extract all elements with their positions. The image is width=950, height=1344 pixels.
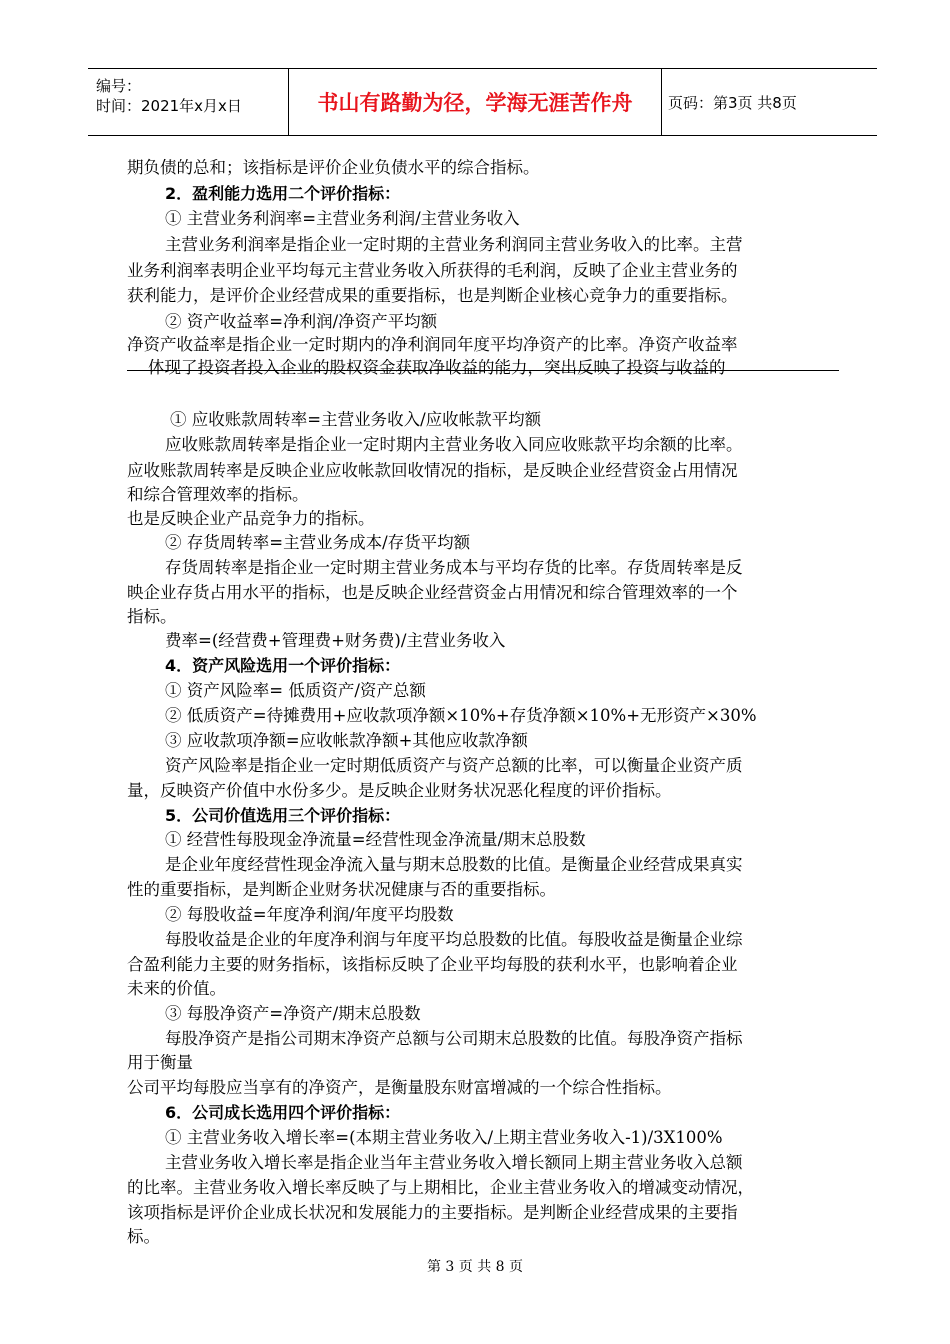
body-line: 和综合管理效率的指标。 (127, 485, 309, 504)
body-line: 业务利润率表明企业平均每元主营业务收入所获得的毛利润，反映了企业主营业务的 (127, 261, 738, 280)
body-line: 是企业年度经营性现金净流入量与期末总股数的比值。是衡量企业经营成果真实 (165, 855, 743, 874)
body-line: 标。 (127, 1227, 160, 1246)
body-line: 量，反映资产价值中水份多少。是反映企业财务状况恶化程度的评价指标。 (127, 781, 672, 800)
body-line: 资产风险率是指企业一定时期低质资产与资产总额的比率，可以衡量企业资产质 (165, 756, 743, 775)
section-heading: 2．盈利能力选用二个评价指标： (165, 184, 401, 203)
body-line: 也是反映企业产品竞争力的指标。 (127, 509, 375, 528)
body-line: 期负债的总和；该指标是评价企业负债水平的综合指标。 (127, 158, 540, 177)
body-line: 指标。 (127, 607, 177, 626)
body-line: 用于衡量 (127, 1053, 193, 1072)
body-line: 合盈利能力主要的财务指标，该指标反映了企业平均每股的获利水平，也影响着企业 (127, 955, 738, 974)
body-line: 未来的价值。 (127, 979, 226, 998)
formula-line: ② 存货周转率=主营业务成本/存货平均额 (165, 533, 471, 552)
page-footer: 第 3 页 共 8 页 (426, 1259, 524, 1275)
document-number-label: 编号： (96, 77, 142, 95)
body-line: 净资产收益率是指企业一定时期内的净利润同年度平均净资产的比率。净资产收益率 (127, 335, 738, 354)
body-line: 存货周转率是指企业一定时期主营业务成本与平均存货的比率。存货周转率是反 (165, 558, 743, 577)
header-page-label: 页码：第3页 共8页 (668, 93, 797, 112)
formula-line: ② 低质资产=待摊费用+应收款项净额×10%+存货净额×10%+无形资产×30% (165, 706, 757, 725)
section-divider (127, 370, 839, 371)
document-time-label: 时间：2021年x月x日 (96, 97, 242, 115)
formula-line: ① 主营业务利润率=主营业务利润/主营业务收入 (165, 209, 520, 228)
body-line: 应收账款周转率是指企业一定时期内主营业务收入同应收账款平均余额的比率。 (165, 435, 743, 454)
body-line: 应收账款周转率是反映企业应收帐款回收情况的指标，是反映企业经营资金占用情况 (127, 461, 738, 480)
formula-line: ③ 应收款项净额=应收帐款净额+其他应收款净额 (165, 731, 528, 750)
formula-line: 费率=(经营费+管理费+财务费)/主营业务收入 (165, 631, 506, 650)
section-heading: 4．资产风险选用一个评价指标： (165, 656, 401, 675)
page-header (88, 68, 877, 136)
body-line: 获利能力，是评价企业经营成果的重要指标，也是判断企业核心竞争力的重要指标。 (127, 286, 738, 305)
body-line: 映企业存货占用水平的指标，也是反映企业经营资金占用情况和综合管理效率的一个 (127, 583, 738, 602)
formula-line: ② 资产收益率=净利润/净资产平均额 (165, 312, 438, 331)
body-line: 该项指标是评价企业成长状况和发展能力的主要指标。是判断企业经营成果的主要指 (127, 1203, 738, 1222)
formula-line: ① 应收账款周转率=主营业务收入/应收帐款平均额 (170, 410, 542, 429)
body-line: 主营业务收入增长率是指企业当年主营业务收入增长额同上期主营业务收入总额 (165, 1153, 743, 1172)
section-heading: 5．公司价值选用三个评价指标： (165, 806, 401, 825)
formula-line: ② 每股收益=年度净利润/年度平均股数 (165, 905, 454, 924)
formula-line: ① 资产风险率= 低质资产/资产总额 (165, 681, 426, 700)
formula-line: ③ 每股净资产=净资产/期末总股数 (165, 1004, 421, 1023)
section-heading: 6．公司成长选用四个评价指标： (165, 1103, 401, 1122)
body-line: 体现了投资者投入企业的股权资金获取净收益的能力，突出反映了投资与收益的 (148, 358, 726, 377)
body-line: 性的重要指标，是判断企业财务状况健康与否的重要指标。 (127, 880, 556, 899)
header-motto: 书山有路勤为径，学海无涯苦作舟 (288, 69, 662, 135)
body-line: 每股净资产是指公司期末净资产总额与公司期末总股数的比值。每股净资产指标 (165, 1029, 743, 1048)
formula-line: ① 经营性每股现金净流量=经营性现金净流量/期末总股数 (165, 830, 586, 849)
body-line: 每股收益是企业的年度净利润与年度平均总股数的比值。每股收益是衡量企业综 (165, 930, 743, 949)
body-line: 主营业务利润率是指企业一定时期的主营业务利润同主营业务收入的比率。主营 (165, 235, 743, 254)
body-line: 的比率。主营业务收入增长率反映了与上期相比，企业主营业务收入的增减变动情况， (127, 1178, 754, 1197)
body-line: 公司平均每股应当享有的净资产，是衡量股东财富增减的一个综合性指标。 (127, 1078, 672, 1097)
formula-line: ① 主营业务收入增长率=(本期主营业务收入/上期主营业务收入-1)/3X100% (165, 1128, 723, 1147)
header-meta (88, 69, 288, 135)
